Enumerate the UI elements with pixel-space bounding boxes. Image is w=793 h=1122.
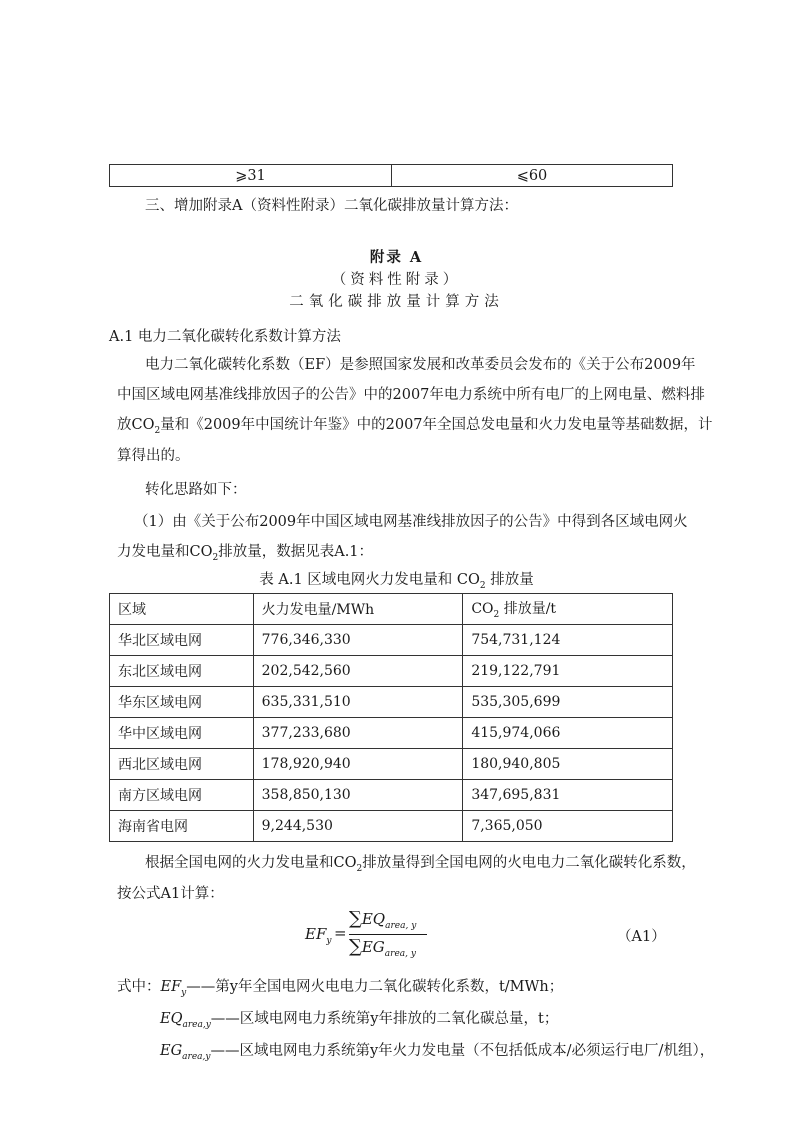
table-row [110,656,673,687]
header-co2 [463,594,673,625]
region-cell: 海南省电网 [110,811,254,842]
table-row [110,625,673,656]
definition-ef [117,977,563,1003]
region-cell: 东北区域电网 [110,656,254,687]
power-cell: 635,331,510 [253,687,463,718]
region-cell: 西北区域电网 [110,749,254,780]
formula-den-sub: area, y [384,949,416,959]
power-cell: 358,850,130 [253,780,463,811]
region-cell: 华东区域电网 [110,687,254,718]
formula-den-symbol: EG [361,938,385,956]
table-header-row [110,594,673,625]
co2-cell: 347,695,831 [463,780,673,811]
co2-cell: 754,731,124 [463,625,673,656]
para2-line1-b: 排放量得到全国电网的火电电力二氧化碳转化系数， [362,855,696,871]
definition-eq [160,1009,558,1035]
table-row [110,687,673,718]
region-cell: 华北区域电网 [110,625,254,656]
para1-line1: 电力二氧化碳转化系数（EF）是参照国家发展和改革委员会发布的《关于公布2009年 [145,357,696,373]
para1-line3 [117,415,713,441]
def-eq-sub: area,y [182,1019,211,1030]
formula-num-sub: area, y [385,921,417,931]
power-cell: 178,920,940 [253,749,463,780]
para2-line1-a: 根据全国电网的火力发电量和CO [145,855,357,871]
appendix-name: 二氧化碳排放量计算方法 [289,294,504,310]
para1-line4: 算得出的。 [117,448,190,464]
sum-symbol-num: ∑ [349,908,362,929]
header-co2-sub: 2 [493,609,500,620]
top-table-left-value: ⩾31 [235,168,266,184]
step1-line1: （1）由《关于公布2009年中国区域电网基准线排放因子的公告》中得到各区域电网火 [134,514,688,530]
definition-eg [160,1041,714,1067]
para2-line1 [145,853,696,879]
step1-line2-b: 排放量，数据见表A.1： [218,544,374,560]
section3-heading: 三、增加附录A（资料性附录）二氧化碳排放量计算方法： [145,198,518,214]
formula-lhs [305,925,331,946]
formula-a1 [305,908,475,960]
formula-denominator [349,936,416,959]
region-cell: 南方区域电网 [110,780,254,811]
formula-label: （A1） [617,929,666,945]
fraction-bar [349,934,427,935]
para1-line3-b: 量和《2009年中国统计年鉴》中的2007年全国总发电量和火力发电量等基础数据，计 [160,417,713,433]
header-region: 区域 [110,594,254,625]
def-eq-text: ——区域电网电力系统第y年排放的二氧化碳总量，t； [210,1011,559,1027]
header-co2-b: 排放量/t [499,601,557,618]
def-ef-symbol: EF [160,979,182,995]
co2-cell: 180,940,805 [463,749,673,780]
a1-heading: A.1 电力二氧化碳转化系数计算方法 [109,329,341,345]
table-caption-a: 表 A.1 区域电网火力发电量和 CO [259,572,480,588]
para2-line1-sub: 2 [356,863,363,874]
co2-cell: 219,122,791 [463,656,673,687]
table-caption-sub: 2 [479,580,486,591]
def-eg-text: ——区域电网电力系统第y年火力发电量（不包括低成本/必须运行电厂/机组）， [210,1043,715,1059]
header-power: 火力发电量/MWh [253,594,463,625]
appendix-title: 附录 A [369,249,424,266]
step1-line2-a: 力发电量和CO [117,544,213,560]
co2-cell: 415,974,066 [463,718,673,749]
power-cell: 377,233,680 [253,718,463,749]
top-table-right-value: ⩽60 [516,168,548,184]
para2-line2: 按公式A1计算： [117,886,224,902]
sum-symbol-den: ∑ [349,936,362,957]
region-table [109,593,673,842]
formula-lhs-sub: y [326,936,332,946]
definitions-intro: 式中： [117,979,161,995]
para1-line3-sub: 2 [154,425,161,436]
table-row [110,811,673,842]
para1-line3-a: 放CO [117,417,155,433]
def-eg-sub: area,y [182,1051,211,1062]
def-ef-text: ——第y年全国电网火电电力二氧化碳转化系数，t/MWh； [186,979,564,995]
step1-line2-sub: 2 [212,552,219,563]
table-caption-b: 排放量 [485,572,534,588]
power-cell: 9,244,530 [253,811,463,842]
para1-line2: 中国区域电网基准线排放因子的公告》中的2007年电力系统中所有电厂的上网电量、燃料排 [117,387,705,403]
conversion-intro: 转化思路如下： [145,482,247,498]
formula-numerator [349,908,416,931]
table-caption [0,570,793,596]
table-row [110,749,673,780]
table-row [110,718,673,749]
co2-cell: 7,365,050 [463,811,673,842]
appendix-subtitle: （资料性附录） [331,272,462,288]
step1-line2 [117,542,373,568]
power-cell: 202,542,560 [253,656,463,687]
def-eq-symbol: EQ [160,1011,183,1027]
header-co2-a: CO [471,601,494,618]
table-row [110,780,673,811]
co2-cell: 535,305,699 [463,687,673,718]
def-ef-sub: y [181,987,187,998]
region-cell: 华中区域电网 [110,718,254,749]
formula-num-symbol: EQ [361,910,386,928]
formula-equals: = [334,924,347,942]
def-eg-symbol: EG [160,1043,183,1059]
power-cell: 776,346,330 [253,625,463,656]
formula-lhs-symbol: EF [305,925,327,943]
